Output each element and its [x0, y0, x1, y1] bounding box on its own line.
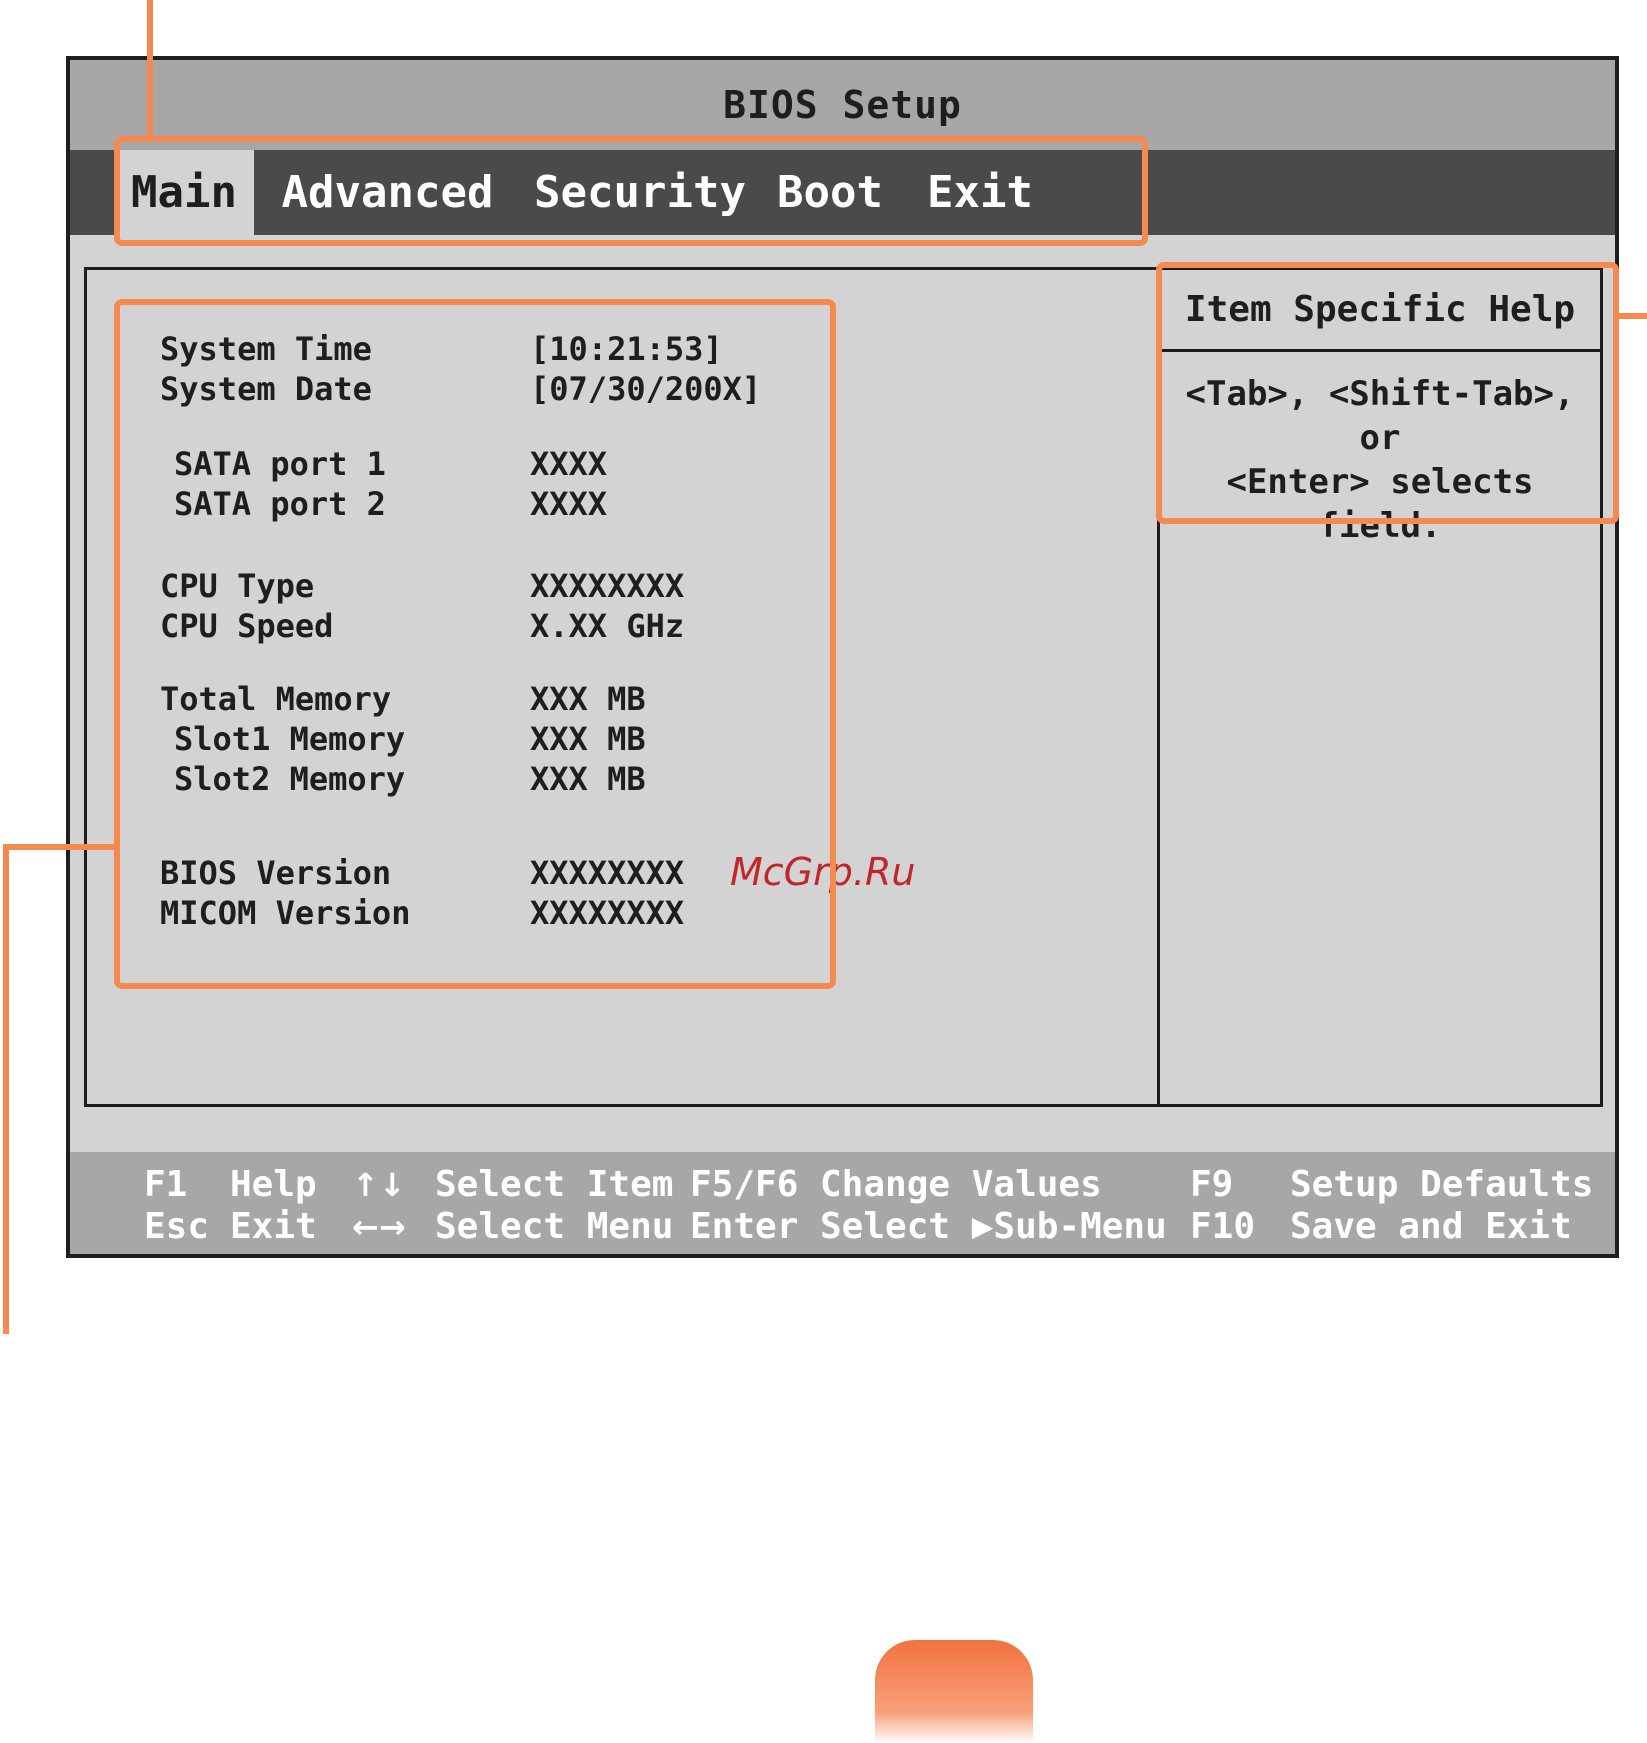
key-f10-desc: Save and Exit — [1290, 1206, 1572, 1247]
row-label-slot2-memory: Slot2 Memory — [174, 760, 406, 798]
help-title: Item Specific Help — [1160, 270, 1600, 352]
row-label-sata-port-2[interactable]: SATA port 2 — [174, 485, 386, 523]
key-f9: F9 — [1190, 1164, 1234, 1205]
key-f9-desc: Setup Defaults — [1290, 1164, 1594, 1205]
row-value-cpu-speed: X.XX GHz — [530, 607, 685, 645]
callout-line-help — [1615, 313, 1647, 319]
key-enter-desc: Select ▶Sub-Menu — [820, 1206, 1167, 1247]
key-legend-footer — [70, 1152, 1615, 1254]
row-value-sata-port-2: XXXX — [530, 485, 608, 523]
callout-line-menu-tabs — [147, 0, 153, 140]
row-value-micom-version: XXXXXXXX — [530, 894, 685, 932]
tab-security[interactable]: Security — [534, 167, 746, 218]
tab-main[interactable]: Main — [114, 150, 254, 235]
key-updown-desc: Select Item — [435, 1164, 674, 1205]
row-label-total-memory: Total Memory — [160, 680, 392, 718]
row-label-bios-version: BIOS Version — [160, 854, 392, 892]
row-label-system-date[interactable]: System Date — [160, 370, 372, 408]
window-title: BIOS Setup — [723, 83, 962, 127]
key-leftright-desc: Select Menu — [435, 1206, 674, 1247]
row-label-micom-version: MICOM Version — [160, 894, 411, 932]
up-down-arrows-icon: ↑↓ — [352, 1166, 406, 1204]
key-f5-f6: F5/F6 — [690, 1164, 799, 1205]
key-esc-desc: Exit — [230, 1206, 317, 1247]
key-enter: Enter — [690, 1206, 799, 1247]
watermark-text: McGrp.Ru — [730, 850, 916, 894]
callout-line-main-settings-vertical — [3, 844, 9, 1334]
row-label-slot1-memory: Slot1 Memory — [174, 720, 406, 758]
row-label-cpu-speed: CPU Speed — [160, 607, 334, 645]
key-f1-desc: Help — [230, 1164, 317, 1205]
content-area — [70, 235, 1615, 1152]
row-value-total-memory: XXX MB — [530, 680, 646, 718]
row-value-sata-port-1: XXXX — [530, 445, 608, 483]
row-value-system-time[interactable]: [10:21:53] — [530, 330, 723, 368]
key-f10: F10 — [1190, 1206, 1256, 1247]
row-value-bios-version: XXXXXXXX — [530, 854, 685, 892]
key-f1: F1 — [144, 1164, 188, 1205]
item-specific-help-panel — [1157, 267, 1603, 1107]
page-tab-decoration — [875, 1640, 1033, 1743]
row-value-slot2-memory: XXX MB — [530, 760, 646, 798]
left-right-arrows-icon: ←→ — [352, 1208, 406, 1246]
row-label-cpu-type: CPU Type — [160, 567, 315, 605]
row-label-sata-port-1[interactable]: SATA port 1 — [174, 445, 386, 483]
tab-exit[interactable]: Exit — [927, 167, 1033, 218]
menu-bar — [70, 150, 1615, 235]
row-value-slot1-memory: XXX MB — [530, 720, 646, 758]
row-label-system-time[interactable]: System Time — [160, 330, 372, 368]
row-value-cpu-type: XXXXXXXX — [530, 567, 685, 605]
key-esc: Esc — [144, 1206, 210, 1247]
main-settings-panel — [84, 267, 1157, 1107]
bios-setup-window — [66, 56, 1619, 1258]
tab-boot[interactable]: Boot — [777, 167, 883, 218]
tab-advanced[interactable]: Advanced — [281, 167, 494, 218]
callout-line-main-settings-horizontal — [3, 844, 117, 850]
help-text: <Tab>, <Shift-Tab>, or <Enter> selects field. — [1185, 374, 1575, 546]
row-value-system-date[interactable]: [07/30/200X] — [530, 370, 762, 408]
key-f5-f6-desc: Change Values — [820, 1164, 1102, 1205]
